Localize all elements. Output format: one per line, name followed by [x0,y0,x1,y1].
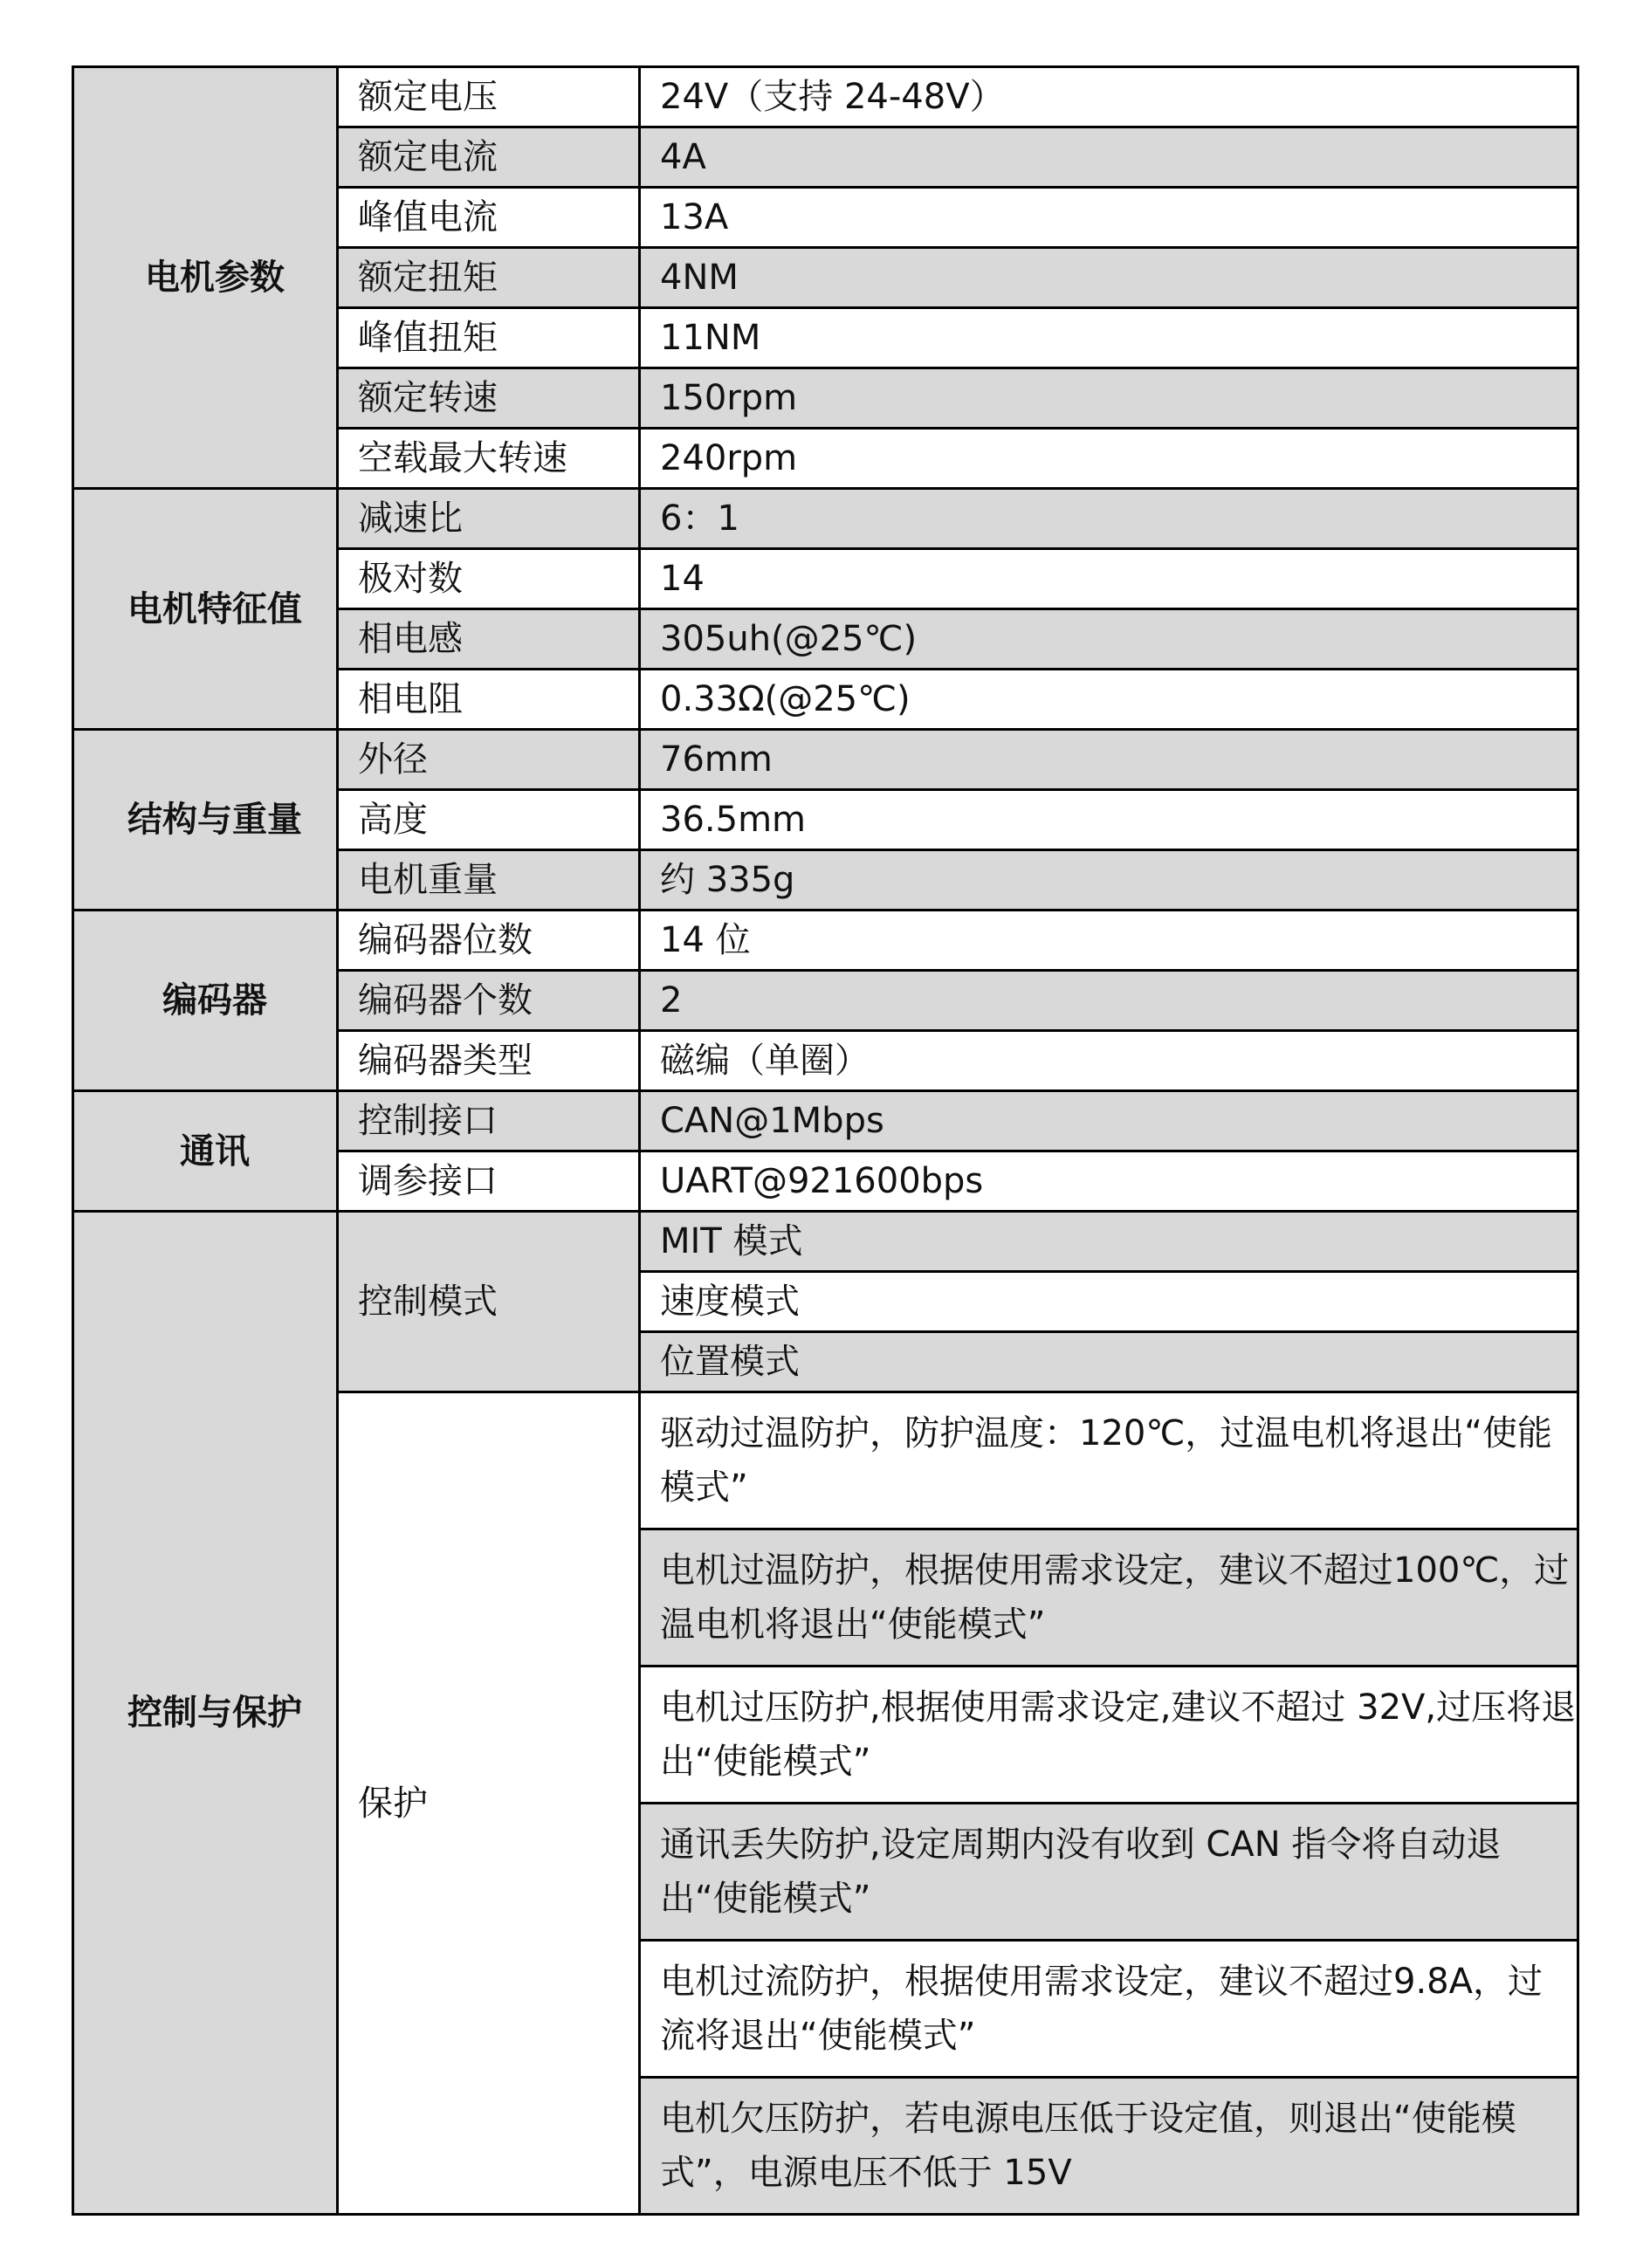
section-title-encoder: 编码器 [73,911,338,1091]
row-value: 磁编（单圈） [640,1031,1578,1091]
row-label: 额定电压 [338,67,640,127]
row-value: 24V（支持 24-48V） [640,67,1578,127]
control-mode-value: MIT 模式 [640,1212,1578,1272]
section-title-motor-char: 电机特征值 [73,489,338,730]
protection-item: 电机欠压防护，若电源电压低于设定值，则退出“使能模式”，电源电压不低于 15V [640,2078,1578,2215]
row-value: 150rpm [640,368,1578,429]
row-value: 240rpm [640,429,1578,489]
row-value: 2 [640,971,1578,1031]
row-value: 11NM [640,308,1578,368]
protection-item: 通讯丢失防护,设定周期内没有收到 CAN 指令将自动退出“使能模式” [640,1804,1578,1941]
row-label: 编码器类型 [338,1031,640,1091]
row-label: 高度 [338,790,640,850]
control-mode-value: 位置模式 [640,1332,1578,1392]
row-label: 额定扭矩 [338,248,640,308]
row-value: 约 335g [640,850,1578,911]
row-label: 编码器个数 [338,971,640,1031]
row-value: 14 位 [640,911,1578,971]
row-value: 14 [640,549,1578,609]
row-label: 空载最大转速 [338,429,640,489]
control-mode-value: 速度模式 [640,1272,1578,1332]
table-row [73,1091,1578,1151]
row-value: 305uh(@25℃) [640,609,1578,670]
row-label: 极对数 [338,549,640,609]
row-value: 6：1 [640,489,1578,549]
row-value: 4NM [640,248,1578,308]
row-label: 相电感 [338,609,640,670]
row-label: 电机重量 [338,850,640,911]
table-row [73,730,1578,790]
row-value: UART@921600bps [640,1151,1578,1212]
table-row [73,1212,1578,1272]
spec-table [72,65,1579,2216]
section-title-motor-params: 电机参数 [73,67,338,489]
protection-label: 保护 [338,1392,640,2215]
row-value: 4A [640,127,1578,188]
protection-item: 电机过压防护,根据使用需求设定,建议不超过 32V,过压将退出“使能模式” [640,1667,1578,1804]
table-row [73,489,1578,549]
control-mode-label: 控制模式 [338,1212,640,1392]
row-value: 36.5mm [640,790,1578,850]
row-label: 峰值电流 [338,188,640,248]
row-label: 调参接口 [338,1151,640,1212]
row-value: 0.33Ω(@25℃) [640,670,1578,730]
row-label: 相电阻 [338,670,640,730]
row-label: 峰值扭矩 [338,308,640,368]
table-row [73,911,1578,971]
row-label: 编码器位数 [338,911,640,971]
row-label: 外径 [338,730,640,790]
section-title-control: 控制与保护 [73,1212,338,2215]
protection-item: 驱动过温防护，防护温度：120℃，过温电机将退出“使能模式” [640,1392,1578,1529]
row-label: 减速比 [338,489,640,549]
row-value: 76mm [640,730,1578,790]
protection-item: 电机过温防护，根据使用需求设定，建议不超过100℃，过温电机将退出“使能模式” [640,1529,1578,1667]
section-title-structure: 结构与重量 [73,730,338,911]
row-label: 控制接口 [338,1091,640,1151]
row-value: CAN@1Mbps [640,1091,1578,1151]
protection-item: 电机过流防护，根据使用需求设定，建议不超过9.8A，过流将退出“使能模式” [640,1941,1578,2078]
row-value: 13A [640,188,1578,248]
row-label: 额定电流 [338,127,640,188]
section-title-comm: 通讯 [73,1091,338,1212]
row-label: 额定转速 [338,368,640,429]
table-row [73,67,1578,127]
